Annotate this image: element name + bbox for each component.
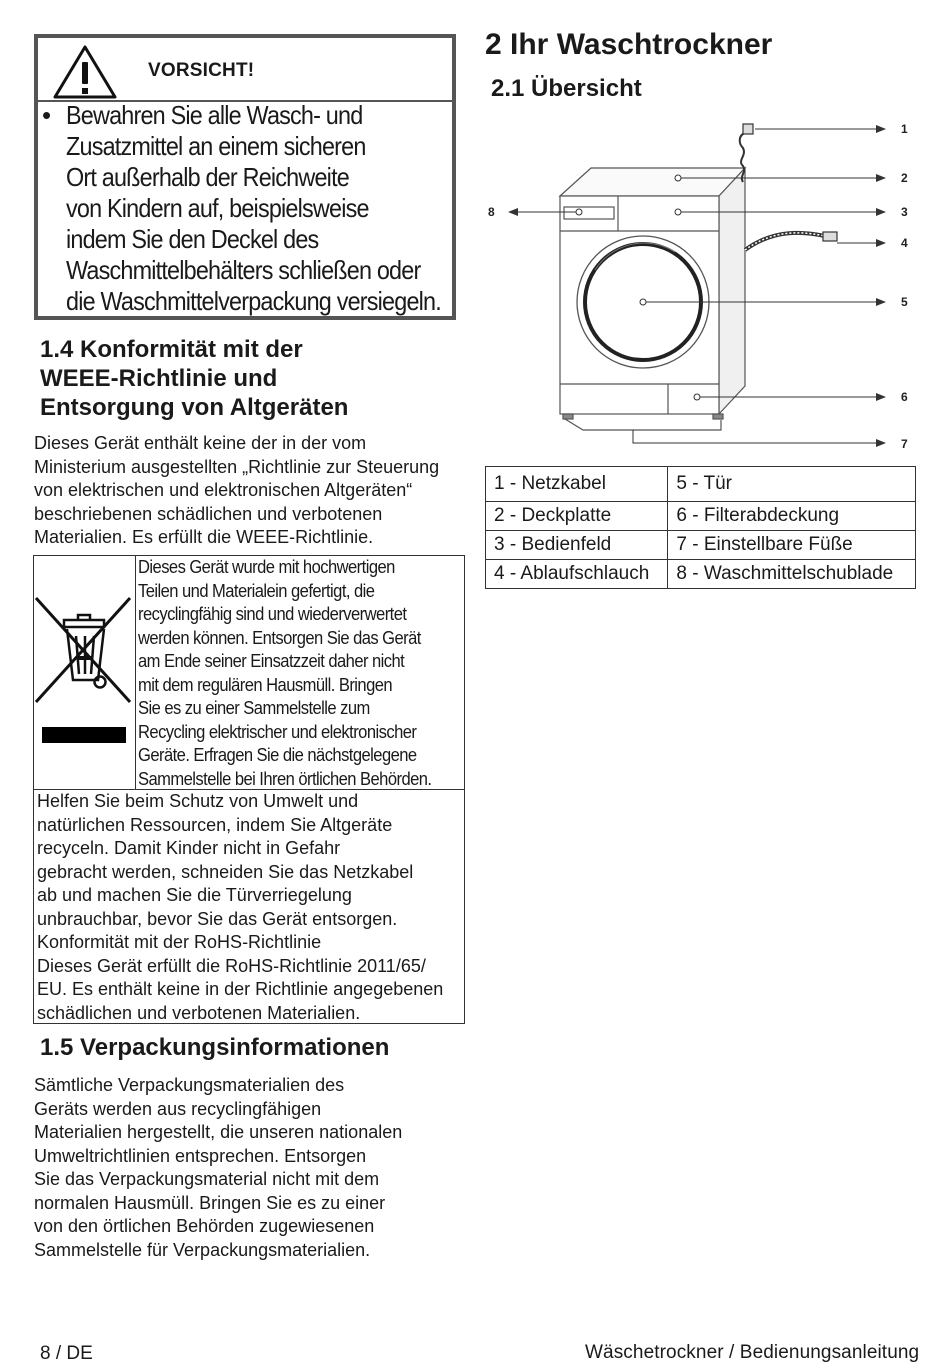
table-cell: 8 - Waschmittelschublade [668, 560, 916, 589]
bullet-icon: • [42, 100, 52, 130]
table-row [486, 467, 916, 502]
table-cell: 7 - Einstellbare Füße [668, 531, 916, 560]
table-row [486, 560, 916, 589]
page-number: 8 / DE [40, 1343, 93, 1364]
weee-intro: Dieses Gerät enthält keine der in der vom Ministerium ausgestellten „Richtlinie zur Steuerung von elektrischen und elektronischen Altgeräten“ beschriebenen schädlichen und verbotenen Materialien. Es erfüllt die WEEE-Richtlinie. [34, 433, 440, 547]
callout-label: 8 [488, 205, 495, 219]
weee-table [33, 555, 465, 1024]
table-row [486, 502, 916, 531]
caution-box [34, 34, 456, 320]
table-cell: 4 - Ablaufschlauch [486, 560, 668, 589]
table-cell: 2 - Deckplatte [486, 502, 668, 531]
caution-text: Bewahren Sie alle Wasch- und Zusatzmittel an einem sicheren Ort außerhalb der Reichweite von Kindern auf, beispielsweise indem Sie den Deckel des Waschmittelbehälters schließen oder die Waschmittelverpackung versiegeln. [66, 100, 441, 316]
table-row [486, 531, 916, 560]
table-cell: 3 - Bedienfeld [486, 531, 668, 560]
caution-title: VORSICHT! [148, 60, 255, 81]
footer-title: Wäschetrockner / Bedienungsanleitung [585, 1342, 920, 1363]
callout-label: 6 [901, 390, 908, 404]
callout-label: 1 [901, 122, 908, 136]
parts-table [485, 466, 916, 589]
weee-cell-text: Dieses Gerät wurde mit hochwertigen Teilen und Materialein gefertigt, die recyclingfähig sind und wiederverwertet werden können. Entsorgen Sie das Gerät am Ende seiner Einsatzzeit daher nicht mit dem regulären Hausmüll. Bringen Sie es zu einer Sammelstelle zum Recycling elektrischer und elektronischer Geräte. Erfragen Sie die nächstgelegene Sammelstelle bei Ihren örtlichen Behörden. [138, 557, 432, 789]
table-cell: 1 - Netzkabel [486, 467, 668, 502]
section-heading: 2 Ihr Waschtrockner [485, 28, 773, 61]
callout-label: 4 [901, 236, 908, 250]
weee-icon-cell [34, 556, 136, 789]
washer-dryer-diagram [485, 110, 945, 455]
callout-label: 7 [901, 437, 908, 451]
callout-label: 2 [901, 171, 908, 185]
weee-table-row [34, 556, 464, 790]
weee-heading: 1.4 Konformität mit der WEEE-Richtlinie und Entsorgung von Altgeräten [40, 336, 349, 421]
callout-label: 3 [901, 205, 908, 219]
weee-table-row: Helfen Sie beim Schutz von Umwelt und natürlichen Ressourcen, indem Sie Altgeräte recyceln. Damit Kinder nicht in Gefahr gebracht werden, schneiden Sie das Netzkabel ab und machen Sie die Türverriegelung unbrauchbar, bevor Sie das Gerät entsorgen. Konformität mit der RoHS-Richtlinie Dieses Gerät erfüllt die RoHS-Richtlinie 2011/65/ EU. Es enthält keine in der Richtlinie angegebenen schädlichen und verbotenen Materialien. [37, 791, 444, 1023]
subsection-heading: 2.1 Übersicht [491, 75, 642, 102]
caution-header [38, 38, 452, 102]
table-cell: 5 - Tür [668, 467, 916, 502]
warning-triangle-icon [52, 44, 118, 100]
table-cell: 6 - Filterabdeckung [668, 502, 916, 531]
crossed-out-bin-icon [34, 596, 134, 706]
packaging-text: Sämtliche Verpackungsmaterialien des Geräts werden aus recyclingfähigen Materialien hergestellt, die unseren nationalen Umweltrichtlinien entsprechen. Entsorgen Sie das Verpackungsmaterial nicht mit dem normalen Hausmüll. Bringen Sie es zu einer von den örtlichen Behörden zugewiesenen Sammelstelle für Verpackungsmaterialien. [34, 1075, 403, 1260]
callout-label: 5 [901, 295, 908, 309]
weee-black-bar [42, 727, 126, 743]
packaging-heading: 1.5 Verpackungsinformationen [40, 1034, 390, 1061]
